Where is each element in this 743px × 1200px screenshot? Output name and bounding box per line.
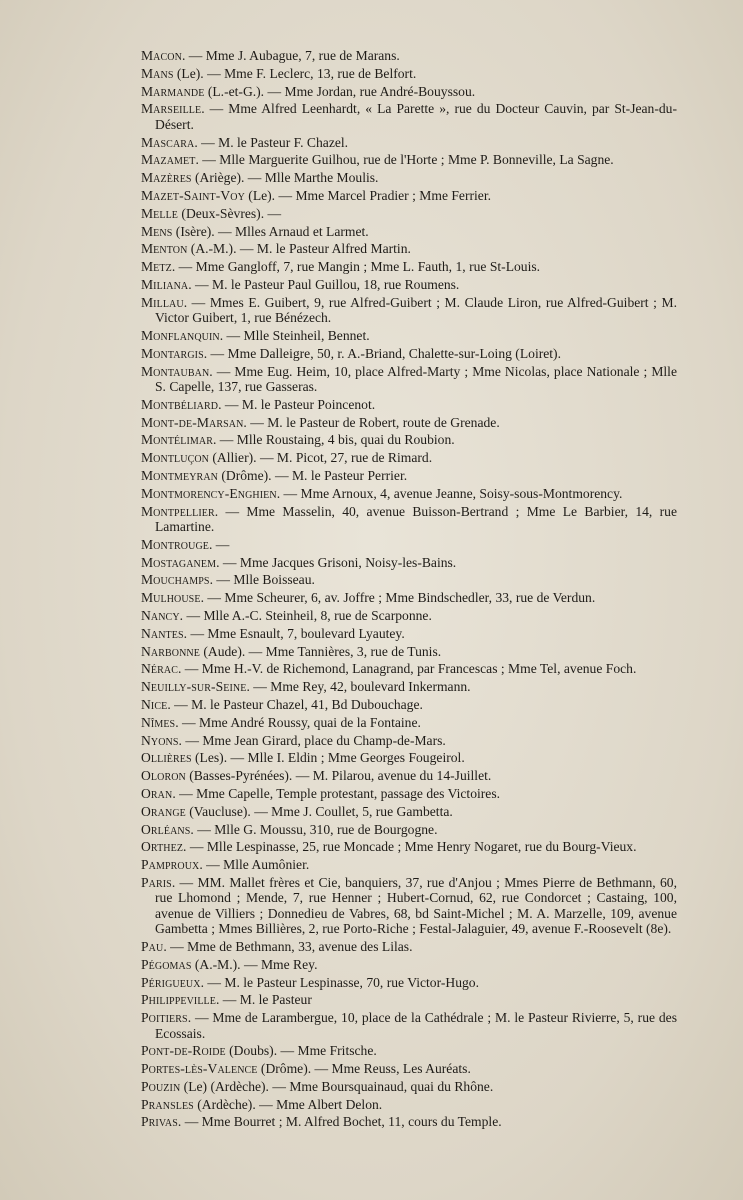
- directory-entry: [141, 468, 677, 483]
- directory-entry: [141, 1097, 677, 1112]
- entry-place: Oran: [141, 785, 173, 801]
- entry-place: Pransles: [141, 1096, 194, 1112]
- entry-text: . — Mlle Steinheil, Bennet.: [219, 327, 370, 343]
- directory-entry: [141, 975, 677, 990]
- entry-place: Montpellier: [141, 503, 215, 519]
- entry-text: . — Mme Jean Girard, place du Champ-de-Mars.: [178, 732, 446, 748]
- entry-text: . — Mlle Roustaing, 4 bis, quai du Roubion.: [212, 432, 455, 448]
- directory-entry: [141, 839, 677, 854]
- entry-text: . — Mme Dalleigre, 50, r. A.-Briand, Chalette-sur-Loing (Loiret).: [203, 345, 561, 361]
- entry-place: Périgueux: [141, 974, 201, 990]
- entry-text: (Le). — Mme F. Leclerc, 13, rue de Belfort.: [173, 65, 417, 81]
- entry-place: Pau: [141, 938, 164, 954]
- entry-place: Pégomas: [141, 956, 192, 972]
- directory-entry: [141, 1043, 677, 1058]
- entry-place: Pamproux: [141, 857, 200, 873]
- entry-text: . — Mme Rey, 42, boulevard Inkermann.: [246, 679, 471, 695]
- entry-place: Orléans: [141, 821, 191, 837]
- entry-place: Mont-de-Marsan: [141, 414, 244, 430]
- directory-entry: [141, 486, 677, 501]
- directory-entry: [141, 1061, 677, 1076]
- entry-text: . — Mme Bourret ; M. Alfred Bochet, 11, cours du Temple.: [177, 1114, 502, 1130]
- directory-entry: [141, 572, 677, 587]
- directory-entry: [141, 590, 677, 605]
- entry-text: . — M. le Pasteur de Robert, route de Grenade.: [243, 414, 500, 430]
- directory-entry: [141, 1010, 677, 1041]
- entry-place: Oloron: [141, 768, 186, 784]
- entry-text: (Allier). — M. Picot, 27, rue de Rimard.: [208, 450, 433, 466]
- entry-text: . — Mlle Boisseau.: [209, 572, 315, 588]
- directory-entry: [141, 750, 677, 765]
- directory-entry: [141, 1079, 677, 1094]
- entry-text: (Ardèche). — Mme Albert Delon.: [193, 1096, 383, 1112]
- entry-text: . — M. le Pasteur Poincenot.: [218, 396, 376, 412]
- directory-entry: [141, 957, 677, 972]
- entry-text: . — Mlle G. Moussu, 310, rue de Bourgogne.: [190, 821, 438, 837]
- entry-text: . — Mlle Lespinasse, 25, rue Moncade ; Mme Henry Nogaret, rue du Bourg-Vieux.: [183, 839, 637, 855]
- directory-entry: [141, 152, 677, 167]
- entry-text: (Drôme). — M. le Pasteur Perrier.: [217, 467, 408, 483]
- entry-place: Montélimar: [141, 432, 213, 448]
- directory-entry: [141, 1114, 677, 1129]
- directory-entry: [141, 241, 677, 256]
- entry-text: (Deux-Sèvres). —: [178, 205, 282, 221]
- directory-entry: [141, 555, 677, 570]
- entry-place: Montmorency-Enghien: [141, 485, 277, 501]
- directory-entry: [141, 804, 677, 819]
- directory-entry: [141, 450, 677, 465]
- directory-entry: [141, 939, 677, 954]
- entry-place: Macon: [141, 48, 182, 63]
- entry-text: . — Mme de Bethmann, 33, avenue des Lilas.: [163, 938, 413, 954]
- entry-place: Marseille: [141, 101, 202, 117]
- entry-place: Mouchamps: [141, 572, 210, 588]
- entry-place: Mens: [141, 223, 173, 239]
- entry-place: Nantes: [141, 625, 184, 641]
- entry-place: Paris: [141, 874, 172, 890]
- directory-entry: [141, 992, 677, 1007]
- entry-place: Mostaganem: [141, 554, 217, 570]
- entry-text: . — Mmes E. Guibert, 9, rue Alfred-Guibert ; M. Claude Liron, rue Alfred-Guibert ; M. Victor Guibert, 1, rue Bénézech.: [155, 294, 677, 326]
- entry-text: (Vaucluse). — Mme J. Coullet, 5, rue Gambetta.: [185, 803, 453, 819]
- entry-place: Neuilly-sur-Seine: [141, 679, 247, 695]
- entry-place: Marmande: [141, 83, 205, 99]
- directory-entry: [141, 346, 677, 361]
- entry-place: Nyons: [141, 732, 179, 748]
- entry-place: Montluçon: [141, 450, 209, 466]
- entry-place: Melle: [141, 205, 179, 221]
- entry-place: Orthez: [141, 839, 184, 855]
- directory-entry: [141, 786, 677, 801]
- directory-entry: [141, 170, 677, 185]
- directory-entry: [141, 295, 677, 326]
- entry-text: . —: [208, 536, 230, 552]
- entry-text: . — M. le Pasteur F. Chazel.: [194, 134, 349, 150]
- entry-text: . — Mme Esnault, 7, boulevard Lyautey.: [183, 625, 405, 641]
- entry-place: Pouzin: [141, 1078, 181, 1094]
- entry-text: . — M. le Pasteur: [215, 992, 312, 1008]
- entry-place: Mazet-Saint-Voy: [141, 187, 245, 203]
- entry-text: (Aude). — Mme Tannières, 3, rue de Tunis.: [199, 643, 442, 659]
- entry-text: . — M. le Pasteur Chazel, 41, Bd Dubouchage.: [167, 696, 423, 712]
- directory-entry: [141, 697, 677, 712]
- entry-text: . — Mme Masselin, 40, avenue Buisson-Bertrand ; Mme Le Barbier, 14, rue Lamartine.: [155, 503, 677, 534]
- entry-text: . — Mme Arnoux, 4, avenue Jeanne, Soisy-sous-Montmorency.: [276, 485, 623, 501]
- entry-text: (L.-et-G.). — Mme Jordan, rue André-Bouyssou.: [204, 83, 476, 99]
- directory-entry: [141, 188, 677, 203]
- entry-text: . — Mlle Marguerite Guilhou, rue de l'Horte ; Mme P. Bonneville, La Sagne.: [195, 152, 614, 168]
- directory-entry: [141, 364, 677, 395]
- entry-text: (Le). — Mme Marcel Pradier ; Mme Ferrier.: [244, 187, 492, 203]
- directory-entry: [141, 224, 677, 239]
- entry-text: . — Mlle Aumônier.: [199, 857, 310, 873]
- entry-text: (Les). — Mlle I. Eldin ; Mme Georges Fougeirol.: [191, 750, 465, 766]
- entry-place: Ollières: [141, 750, 192, 766]
- directory-entry: [141, 733, 677, 748]
- entry-text: . — Mme Alfred Leenhardt, « La Parette », rue du Docteur Cauvin, par St-Jean-du-Désert.: [155, 101, 677, 132]
- entry-text: (A.-M.). — Mme Rey.: [191, 956, 318, 972]
- entry-text: . — M. le Pasteur Paul Guillou, 18, rue Roumens.: [188, 276, 460, 292]
- directory-entry: [141, 504, 677, 535]
- entry-text: . — Mme H.-V. de Richemond, Lanagrand, par Francescas ; Mme Tel, avenue Foch.: [178, 661, 637, 677]
- entry-text: . — Mme André Roussy, quai de la Fontaine.: [175, 714, 421, 730]
- directory-entry: [141, 135, 677, 150]
- entry-place: Mazères: [141, 170, 192, 186]
- entry-text: . — Mme Capelle, Temple protestant, passage des Victoires.: [172, 785, 501, 801]
- entry-text: . — Mme Jacques Grisoni, Noisy-les-Bains.: [216, 554, 457, 570]
- entry-place: Philippeville: [141, 992, 216, 1008]
- directory-entry: [141, 661, 677, 676]
- entry-place: Poitiers: [141, 1010, 188, 1026]
- entry-place: Montauban: [141, 363, 210, 379]
- entry-place: Nancy: [141, 607, 180, 623]
- entry-place: Montargis: [141, 345, 204, 361]
- entry-place: Nice: [141, 696, 168, 712]
- entry-place: Monflanquin: [141, 327, 220, 343]
- directory-entry: [141, 644, 677, 659]
- entry-place: Metz: [141, 259, 172, 275]
- entry-place: Mazamet: [141, 152, 196, 168]
- entry-place: Miliana: [141, 276, 189, 292]
- directory-entry: [141, 84, 677, 99]
- entry-place: Mans: [141, 65, 174, 81]
- directory-entry: [141, 626, 677, 641]
- entry-text: . — M. le Pasteur Lespinasse, 70, rue Victor-Hugo.: [200, 974, 479, 990]
- directory-entry: [141, 875, 677, 937]
- entry-text: . — Mme Gangloff, 7, rue Mangin ; Mme L. Fauth, 1, rue St-Louis.: [171, 259, 541, 275]
- directory-entry: [141, 328, 677, 343]
- entry-text: . — MM. Mallet frères et Cie, banquiers, 37, rue d'Anjou ; Mmes Pierre de Bethmann, 60, rue Lhomond ; Mende, 7, rue Henner ; Hubert-Cornud, 62, rue Condorcet ; Castaing, 100, avenue de Villiers ; Donnedieu de Vabres, 68, bd Saint-Michel ; M. A. Marzelle, 109, avenue Gambetta ; Mmes Billières, 2, rue Porto-Riche ; Festal-Jalaguier, 49, avenue F.-Roosevelt (8e).: [155, 874, 677, 937]
- directory-list: [141, 48, 677, 1132]
- directory-entry: [141, 101, 677, 132]
- directory-entry: [141, 822, 677, 837]
- entry-place: Montbéliard: [141, 396, 219, 412]
- directory-entry: [141, 857, 677, 872]
- entry-place: Mulhouse: [141, 590, 201, 606]
- directory-entry: [141, 715, 677, 730]
- entry-text: (Le) (Ardèche). — Mme Boursquainaud, quai du Rhône.: [180, 1078, 494, 1094]
- entry-place: Montmeyran: [141, 467, 218, 483]
- directory-entry: [141, 432, 677, 447]
- directory-entry: [141, 608, 677, 623]
- entry-text: (Isère). — Mlles Arnaud et Larmet.: [172, 223, 369, 239]
- entry-text: . — Mme de Larambergue, 10, place de la Cathédrale ; M. le Pasteur Rivierre, 5, rue des Ecossais.: [155, 1010, 677, 1041]
- entry-place: Millau: [141, 294, 184, 310]
- entry-place: Narbonne: [141, 643, 200, 659]
- entry-place: Montrouge: [141, 536, 209, 552]
- entry-place: Nérac: [141, 661, 178, 677]
- directory-entry: [141, 768, 677, 783]
- entry-text: (Ariège). — Mlle Marthe Moulis.: [191, 170, 379, 186]
- entry-text: . — Mme J. Aubague, 7, rue de Marans.: [181, 48, 400, 63]
- directory-entry: [141, 397, 677, 412]
- directory-entry: [141, 48, 677, 63]
- entry-text: . — Mme Scheurer, 6, av. Joffre ; Mme Bindschedler, 33, rue de Verdun.: [200, 590, 596, 606]
- directory-entry: [141, 259, 677, 274]
- directory-entry: [141, 206, 677, 221]
- directory-entry: [141, 66, 677, 81]
- entry-text: (A.-M.). — M. le Pasteur Alfred Martin.: [187, 241, 411, 257]
- directory-entry: [141, 277, 677, 292]
- directory-entry: [141, 415, 677, 430]
- entry-place: Orange: [141, 803, 186, 819]
- entry-place: Pont-de-Roide: [141, 1043, 226, 1059]
- entry-text: . — Mlle A.-C. Steinheil, 8, rue de Scarponne.: [179, 607, 432, 623]
- entry-text: (Basses-Pyrénées). — M. Pilarou, avenue du 14-Juillet.: [185, 768, 492, 784]
- entry-text: (Doubs). — Mme Fritsche.: [225, 1043, 377, 1059]
- entry-place: Nîmes: [141, 714, 176, 730]
- entry-place: Privas: [141, 1114, 178, 1130]
- entry-place: Mascara: [141, 134, 195, 150]
- directory-entry: [141, 537, 677, 552]
- entry-place: Portes-lès-Valence: [141, 1061, 258, 1077]
- entry-text: (Drôme). — Mme Reuss, Les Auréats.: [257, 1061, 471, 1077]
- entry-place: Menton: [141, 241, 188, 257]
- entry-text: . — Mme Eug. Heim, 10, place Alfred-Marty ; Mme Nicolas, place Nationale ; Mlle S. Capelle, 137, rue Gasseras.: [155, 363, 677, 394]
- directory-entry: [141, 679, 677, 694]
